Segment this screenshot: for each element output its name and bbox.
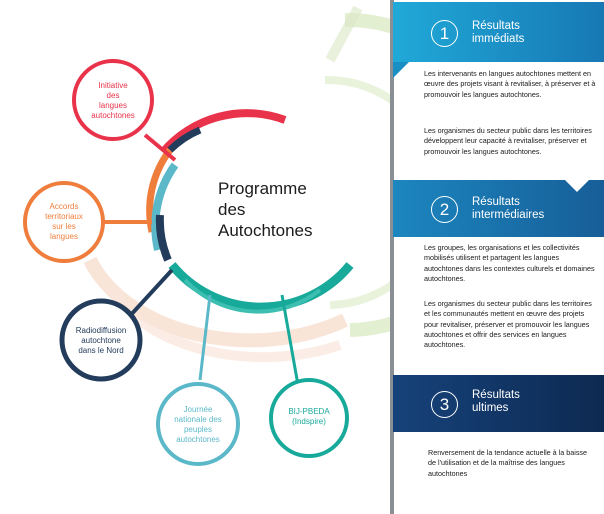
ring-arc-red [163, 113, 285, 152]
bg-diagonal [330, 8, 358, 60]
band-1-paragraph-2: Les organismes du secteur public dans les territoires développent leur capacité à revitaliser, préserver et promouvoir les langues autochtones. [424, 126, 592, 156]
band-3-title: Résultats ultimes [472, 389, 520, 414]
center-title: Programme des Autochtones [218, 179, 313, 240]
band-2-paragraph-2: Les organismes du secteur public dans les territoires et les communautés mettent en œuvre des projets pour revitaliser, préserver et promouvoir les langues autochtones et offrir des services en langues autochtones. [424, 299, 592, 350]
band-1-number: 1 [431, 20, 458, 47]
node-journee-label: Journée nationale des peuples autochtones [174, 405, 222, 444]
bg-arc-green-outer [345, 20, 390, 330]
ring-arc-teal [172, 265, 350, 307]
results-band-3 [393, 375, 604, 432]
band-2-number: 2 [431, 196, 458, 223]
band-1-paragraph-1: Les intervenants en langues autochtones mettent en œuvre des projets visant à revitaliser, à préserver et à promouvoir les langues autochtones. [424, 69, 596, 99]
ring-arc-navy-2 [160, 215, 168, 260]
node-initiative-label: Initiative des langues autochtones [91, 81, 135, 120]
node-radio-label: Radiodiffusion autochtone dans le Nord [75, 326, 127, 355]
results-band-1 [393, 2, 604, 62]
band-2-notch-top [565, 180, 589, 192]
node-bij-label: BIJ-PBEDA (Indspire) [288, 407, 330, 426]
band-2-paragraph-1: Les groupes, les organisations et les collectivités mobilisés utilisent et partagent les langues autochtones dans les contextes culturels et domaines autochtones. [424, 243, 595, 283]
band-3-number: 3 [431, 391, 458, 418]
band-1-notch [393, 62, 409, 78]
band-2-title: Résultats intermédiaires [472, 196, 545, 221]
band-1-title: Résultats immédiats [472, 20, 525, 45]
node-accords-label: Accords territoriaux sur les langues [45, 202, 83, 241]
band-3-paragraph-1: Renversement de la tendance actuelle à la baisse de l'utilisation et de la maîtrise des langues autochtones [428, 448, 588, 478]
